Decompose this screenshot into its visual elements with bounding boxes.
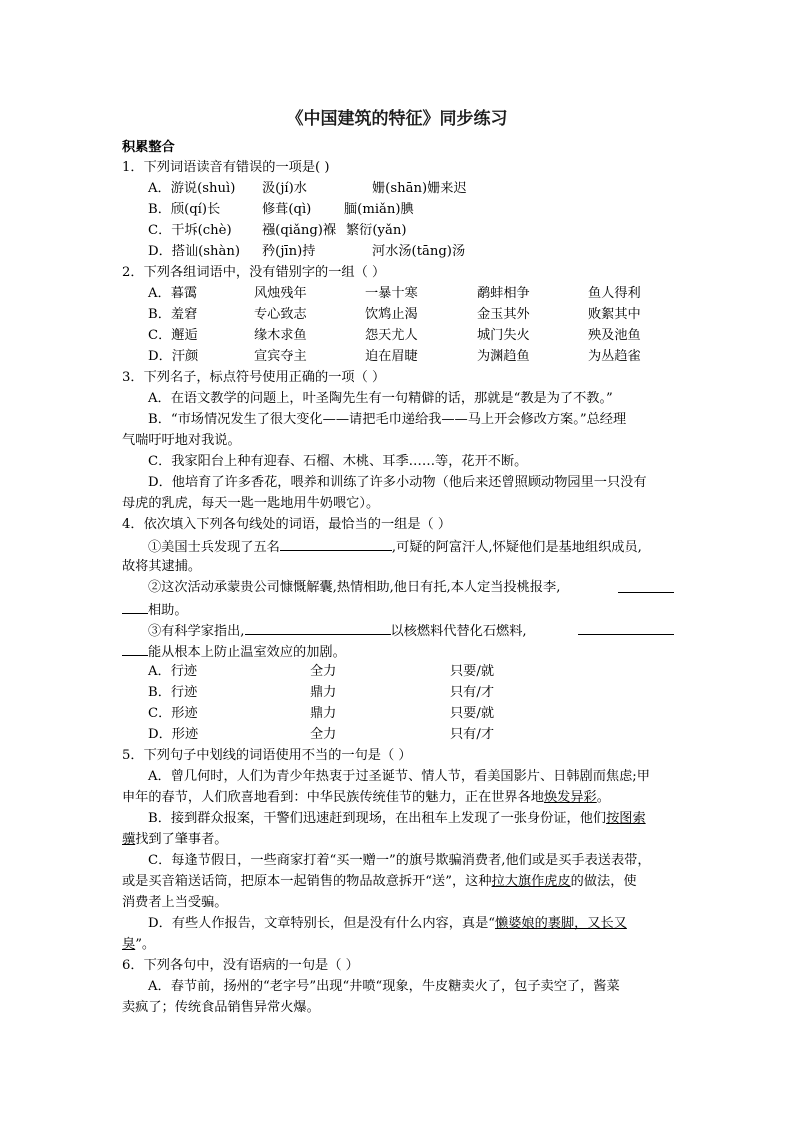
q4-option-c: C．形迹 <box>148 706 198 721</box>
q3-stem: 3．下列名子，标点符号使用正确的一项（ ） <box>122 370 386 385</box>
q2-stem: 2．下列各组词语中，没有错别字的一组（ ） <box>122 265 386 280</box>
q5-a-underlined: 焕发异彩 <box>544 790 597 805</box>
q5-a-text: 申年的春节，人们欣喜地看到：中华民族传统佳节的魅力，正在世界各地 <box>122 790 544 805</box>
q2-option-c-w2: 缘木求鱼 <box>254 328 307 343</box>
q2-option-d-w2: 宣宾夺主 <box>254 349 307 364</box>
q1-option-c: C．干坼(chè) <box>148 223 232 238</box>
q4-blank-3 <box>245 620 391 635</box>
q2-option-a-w4: 鹬蚌相争 <box>477 286 530 301</box>
q4-s2-part2: 相助。 <box>148 603 188 618</box>
q2-option-a-w5: 鱼人得利 <box>588 286 641 301</box>
q2-option-a-w2: 风烛残年 <box>254 286 307 301</box>
q4-option-a-w3: 只要/就 <box>450 664 495 679</box>
q4-sentence-3 <box>148 620 527 642</box>
q4-blank-2b <box>122 599 148 614</box>
q5-d-underlined: 懒婆娘的裹脚，又长又 <box>495 916 627 931</box>
q5-c-underlined: 拉大旗作虎皮 <box>491 874 571 889</box>
q5-d-underlined-cont: 臭 <box>122 937 136 952</box>
q6-option-a: A．春节前，扬州的“老字号”出现“井喷“现象，牛皮糖卖火了，包子卖空了，酱菜 <box>148 979 620 994</box>
q5-c-text: 或是买音箱送话筒，把原本一起销售的物品故意拆开“送”，这种 <box>122 874 492 889</box>
q2-option-d-w4: 为渊趋鱼 <box>477 349 530 364</box>
q1-option-a: A．游说(shuì) <box>148 181 236 196</box>
q2-option-c: C．邂逅 <box>148 328 198 343</box>
q4-blank-1 <box>280 536 392 551</box>
q4-blank-4b <box>122 641 148 656</box>
q2-option-b-w5: 败絮其中 <box>588 307 641 322</box>
q2-option-c-w3: 怨天尤人 <box>365 328 418 343</box>
q3-option-a: A．在语文教学的问题上，叶圣陶先生有一句精僻的话，那就是“教是为了不教。” <box>148 391 613 406</box>
q4-option-c-w2: 鼎力 <box>310 706 337 721</box>
q4-option-c-w3: 只要/就 <box>450 706 495 721</box>
q4-sentence-2-blank <box>618 578 674 600</box>
q5-option-c: C．每逢节假日，一些商家打着“买一赠一”的旗号欺骗消费者,他们或是买手表送表带， <box>148 853 651 868</box>
q5-d-text: D．有些人作报告，文章特别长，但是没有什么内容，真是“ <box>148 916 496 931</box>
q4-option-b-w2: 鼎力 <box>310 685 337 700</box>
q3-option-b: B．“市场情况发生了很大变化——请把毛巾递给我——马上开会修改方案。”总经理 <box>148 412 627 427</box>
q2-option-d-w5: 为丛趋雀 <box>588 349 641 364</box>
q2-option-b-w4: 金玉其外 <box>477 307 530 322</box>
q5-b-underlined: 按图索 <box>606 811 646 826</box>
q1-option-b-word2: 修葺(qì) <box>262 202 312 217</box>
q1-option-d: D．搭讪(shàn) <box>148 244 241 259</box>
page-title: 《中国建筑的特征》同步练习 <box>286 109 508 129</box>
q4-option-b: B．行迹 <box>148 685 198 700</box>
q1-option-b: B．颀(qí)长 <box>148 202 221 217</box>
q4-option-d: D．形迹 <box>148 727 199 742</box>
q2-option-c-w5: 殃及池鱼 <box>588 328 641 343</box>
q2-option-d-w3: 迫在眉睫 <box>365 349 418 364</box>
q4-option-b-w3: 只有/才 <box>450 685 495 700</box>
q4-stem: 4．依次填入下列各句线处的词语，最恰当的一组是（ ） <box>122 517 452 532</box>
q4-sentence-1 <box>148 536 642 558</box>
q2-option-b-w3: 饮鸩止渴 <box>365 307 418 322</box>
q5-option-d-cont <box>122 935 155 955</box>
q5-option-c-cont2: 消费者上当受骗。 <box>122 895 228 910</box>
q4-blank-4a <box>578 620 674 635</box>
q4-s3-part2: 以核燃料代替化石燃料, <box>390 624 527 639</box>
q5-c-end: 的做法，使 <box>570 874 637 889</box>
q4-option-d-w3: 只有/才 <box>450 727 495 742</box>
q5-b-underlined-cont: 骥 <box>122 832 136 847</box>
q4-option-a-w2: 全力 <box>310 664 337 679</box>
q4-option-a: A．行迹 <box>148 664 198 679</box>
q3-option-b-cont: 气喘吁吁地对我说。 <box>122 433 241 448</box>
q4-s3-cont <box>122 641 346 663</box>
section-heading: 积累整合 <box>122 140 175 155</box>
q1-option-c-word2: 襁(qiǎng)褓 <box>262 223 337 238</box>
q3-option-d: D．他培育了许多香花，喂养和训练了许多小动物（他后来还曾照顾动物园里一只没有 <box>148 475 647 490</box>
q5-b-text: B．接到群众报案，干警们迅速赶到现场，在出租车上发现了一张身份证，他们 <box>148 811 607 826</box>
q4-sentence-2 <box>148 578 560 598</box>
q5-option-a: A．曾几何时，人们为青少年热衷于过圣诞节、情人节，看美国影片、日韩剧而焦虑;甲 <box>148 769 650 784</box>
q5-a-end: 。 <box>596 790 610 805</box>
q5-d-end: ”。 <box>135 937 156 952</box>
q3-option-c: C．我家阳台上种有迎春、石榴、木桃、耳季……等，花开不断。 <box>148 454 528 469</box>
q4-option-d-w2: 全力 <box>310 727 337 742</box>
q2-option-c-w4: 城门失火 <box>477 328 530 343</box>
q6-stem: 6．下列各句中，没有语病的一句是（ ） <box>122 958 359 973</box>
q6-option-a-cont: 卖疯了；传统食品销售异常火爆。 <box>122 1000 320 1015</box>
q5-stem: 5．下列句子中划线的词语使用不当的一句是（ ） <box>122 748 412 763</box>
q1-stem: 1．下列词语读音有错误的一项是( ) <box>122 160 330 175</box>
q1-option-c-word3: 繁衍(yǎn) <box>346 223 407 238</box>
q2-option-d: D．汗颜 <box>148 349 199 364</box>
q2-option-b-w2: 专心致志 <box>254 307 307 322</box>
q5-option-b-cont <box>122 830 228 850</box>
q5-option-a-cont <box>122 788 610 808</box>
q2-option-a-w3: 一暴十寒 <box>365 286 418 301</box>
q5-b-end: 找到了肇事者。 <box>135 832 228 847</box>
q3-option-d-cont: 母虎的乳虎，每天一匙一匙地用牛奶喂它）。 <box>122 496 380 511</box>
q4-s1-part1: ①美国士兵发现了五名 <box>148 540 280 555</box>
q5-option-d <box>148 914 627 934</box>
q5-option-c-cont <box>122 872 637 892</box>
q4-s2-part1: ②这次活动承蒙贵公司慷慨解囊,热情相助,他日有托,本人定当投桃报李, <box>148 580 561 595</box>
q4-s2-cont <box>122 599 188 621</box>
q4-s1-cont: 故将其逮捕。 <box>122 559 202 574</box>
q4-s3-part3: 能从根本上防止温室效应的加剧。 <box>148 645 346 660</box>
q1-option-a-word3: 姗(shān)姗来迟 <box>372 181 467 196</box>
q1-option-b-word3: 腼(miǎn)腆 <box>344 202 414 217</box>
q1-option-d-word2: 矜(jīn)持 <box>262 244 316 259</box>
q4-s1-part2: ,可疑的阿富汗人,怀疑他们是基地组织成员, <box>391 540 642 555</box>
q4-blank-2a <box>618 578 674 593</box>
q1-option-a-word2: 汲(jí)水 <box>262 181 307 196</box>
q4-s3-part1: ③有科学家指出, <box>148 624 245 639</box>
q4-sentence-3-blank <box>578 620 674 642</box>
q2-option-a: A．暮霭 <box>148 286 198 301</box>
q2-option-b: B．羞窘 <box>148 307 198 322</box>
q1-option-d-word3: 河水汤(tāng)汤 <box>372 244 466 259</box>
q5-option-b <box>148 809 646 829</box>
